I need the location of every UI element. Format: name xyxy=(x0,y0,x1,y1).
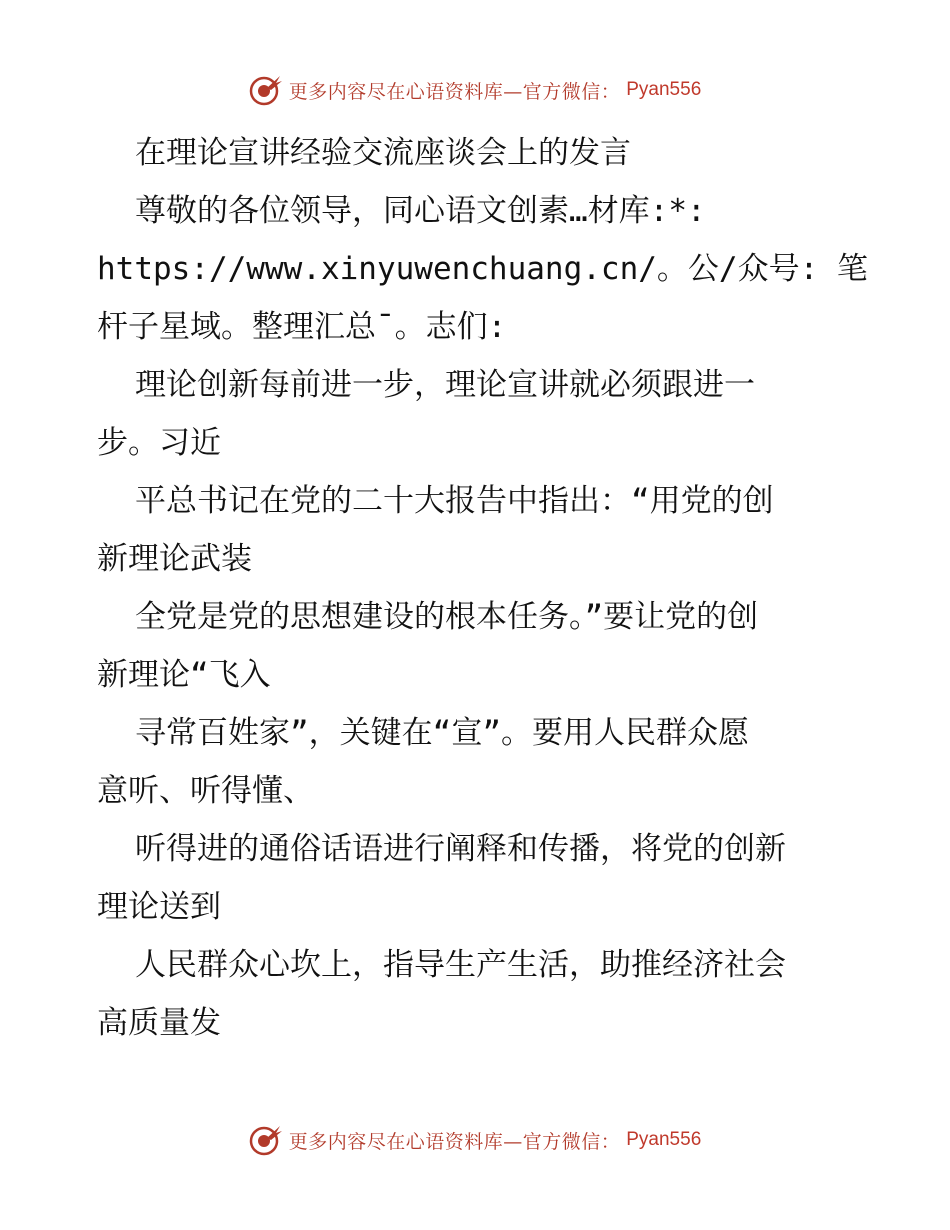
footer-banner xyxy=(0,1120,950,1160)
text-line: 寻常百姓家”，关键在“宣”。要用人民群众愿 xyxy=(135,715,749,751)
text-line: https://www.xinyuwenchuang.cn/。公/众号: 笔 xyxy=(97,251,868,287)
text-line: 步。习近 xyxy=(97,425,221,461)
feather-pen-seal-icon xyxy=(249,73,283,107)
text-line: 新理论武装 xyxy=(97,541,252,577)
text-line: 杆子星域。整理汇总¯。志们: xyxy=(97,309,507,345)
text-line: 全党是党的思想建设的根本任务。”要让党的创 xyxy=(135,599,759,635)
document-body xyxy=(97,124,868,1052)
wechat-id: Pyan556 xyxy=(626,1129,702,1150)
feather-pen-seal-icon xyxy=(249,1123,283,1157)
text-line: 理论创新每前进一步，理论宣讲就必须跟进一 xyxy=(135,367,755,403)
text-line: 新理论“飞入 xyxy=(97,657,271,693)
wechat-id: Pyan556 xyxy=(626,79,702,100)
text-line: 在理论宣讲经验交流座谈会上的发言 xyxy=(135,135,631,171)
header-banner xyxy=(0,70,950,110)
banner-text: 更多内容尽在心语资料库—官方微信： xyxy=(288,80,621,103)
text-line: 尊敬的各位领导，同心语文创素…材库:*: xyxy=(135,193,706,229)
text-line: 理论送到 xyxy=(97,889,221,925)
text-line: 人民群众心坎上，指导生产生活，助推经济社会 xyxy=(135,947,786,983)
banner-text: 更多内容尽在心语资料库—官方微信： xyxy=(288,1130,621,1153)
text-line: 听得进的通俗话语进行阐释和传播，将党的创新 xyxy=(135,831,786,867)
text-line: 高质量发 xyxy=(97,1005,221,1041)
text-line: 平总书记在党的二十大报告中指出：“用党的创 xyxy=(135,483,774,519)
text-line: 意听、听得懂、 xyxy=(97,773,314,809)
